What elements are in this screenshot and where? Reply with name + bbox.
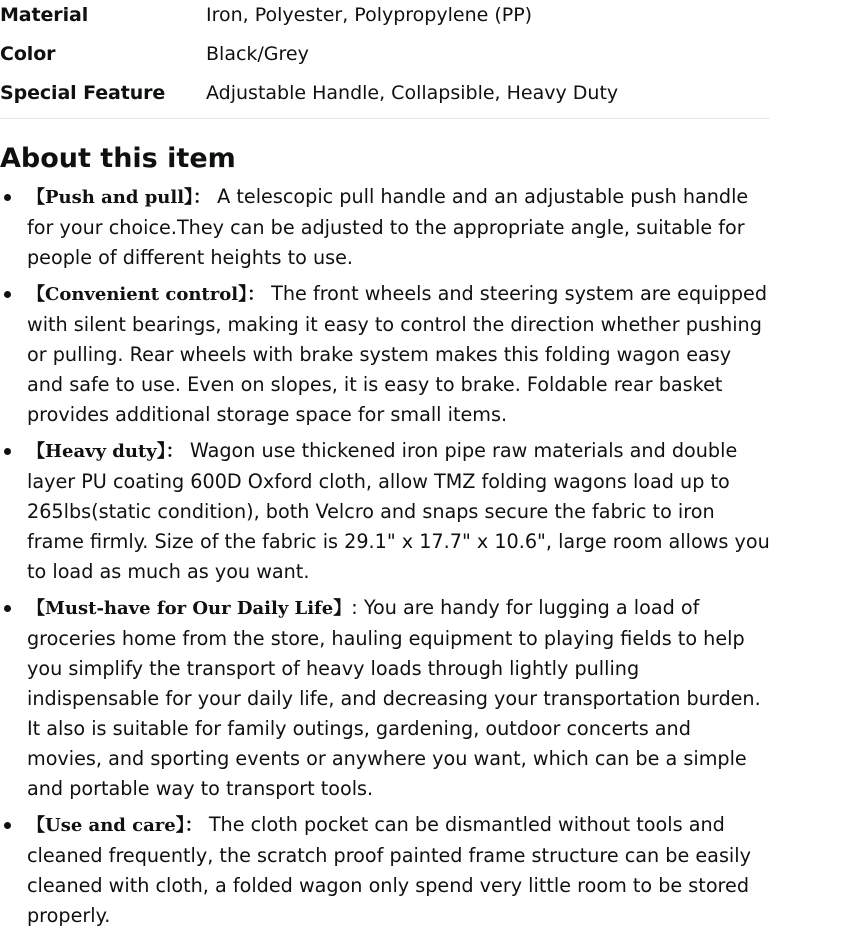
- bullet-heading: 【Convenient control】：: [27, 284, 266, 305]
- bullet-text: : You are handy for lugging a load of groceries home from the store, hauling equipment to playing fields to help you simplify the transport of heavy loads through lightly pulling indispensable for your daily life, and decreasing your transportation burden. It also is suitable for family outings, gardening, outdoor concerts and movies, and sporting events or anywhere you want, which can be a simple and portable way to transport tools.: [27, 596, 761, 800]
- bullet-dot-icon: [4, 605, 11, 612]
- bullet-heading: 【Use and care】：: [27, 815, 203, 836]
- spec-value: Adjustable Handle, Collapsible, Heavy Duty: [206, 81, 619, 104]
- about-bullet-use-and-care: [0, 810, 770, 931]
- spec-value: Iron, Polyester, Polypropylene (PP): [206, 3, 533, 26]
- bullet-text: Wagon use thickened iron pipe raw materials and double layer PU coating 600D Oxford cloth, allow TMZ folding wagons load up to 265lbs(static condition), both Velcro and snaps secure the fabric to iron frame firmly. Size of the fabric is 29.1" x 17.7" x 10.6", large room allows you to load as much as you want.: [27, 439, 770, 583]
- about-bullet-list: [0, 182, 770, 937]
- bullet-heading: 【Push and pull】：: [27, 187, 212, 208]
- spec-row-special-feature: [0, 73, 770, 112]
- bullet-text: The front wheels and steering system are equipped with silent bearings, making it easy to control the direction whether pushing or pulling. Rear wheels with brake system makes this folding wagon easy and safe to use. Even on slopes, it is easy to brake. Foldable rear basket provides additional storage space for small items.: [27, 282, 767, 426]
- bullet-dot-icon: [4, 194, 11, 201]
- spec-label: Color: [0, 42, 56, 65]
- bullet-dot-icon: [4, 291, 11, 298]
- about-bullet-must-have: [0, 593, 770, 804]
- about-bullet-convenient-control: [0, 279, 770, 430]
- about-bullet-heavy-duty: [0, 436, 770, 587]
- spec-row-material: [0, 0, 770, 34]
- bullet-dot-icon: [4, 822, 11, 829]
- bullet-text: A telescopic pull handle and an adjustable push handle for your choice.They can be adjusted to the appropriate angle, suitable for people of different heights to use.: [27, 185, 749, 269]
- spec-value: Black/Grey: [206, 42, 309, 65]
- about-bullet-push-and-pull: [0, 182, 770, 273]
- bullet-text: The cloth pocket can be dismantled without tools and cleaned frequently, the scratch proof painted frame structure can be easily cleaned with cloth, a folded wagon only spend very little room to be stored properly.: [27, 813, 751, 927]
- spec-label: Material: [0, 3, 89, 26]
- bullet-heading: 【Heavy duty】：: [27, 441, 184, 462]
- bullet-heading: 【Must-have for Our Daily Life】: [27, 598, 352, 619]
- spec-label: Special Feature: [0, 81, 166, 104]
- section-divider: [0, 118, 770, 119]
- spec-row-color: [0, 34, 770, 73]
- spec-table: [0, 0, 770, 112]
- bullet-dot-icon: [4, 448, 11, 455]
- about-title: About this item: [0, 143, 236, 174]
